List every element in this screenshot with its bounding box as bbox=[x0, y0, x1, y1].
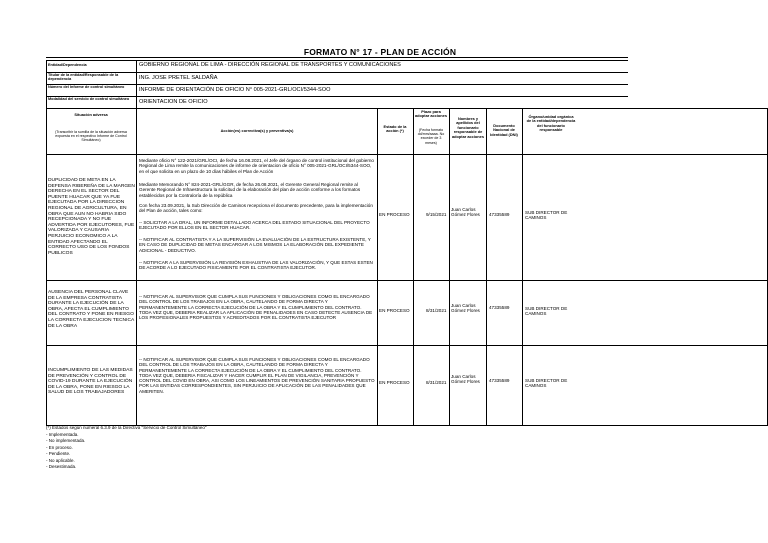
header-documento: Documento Nacional de Identidad (DNI) bbox=[490, 123, 518, 137]
row2-plazo: 8/31/2021 bbox=[426, 308, 447, 313]
row1-dni: 47335589 bbox=[489, 212, 510, 217]
footnotes bbox=[46, 425, 346, 471]
note-line: - No aplicable. bbox=[46, 457, 75, 463]
table-border bbox=[46, 345, 768, 346]
row1-accion-5: -- NOTIFICAR AL CONTRATISTA Y A LA SUPERVISIÓN LA EVALUACIÓN DE LA ESTRUCTURA EXISTENTE, Y EN CASO DE DUPLICIDAD DE METAS ENCARGAR A LOS MISMOS LA ELABORACIÓN DEL EXPEDIENTE ADICIONAL - DEDUCTIVO. bbox=[139, 237, 371, 253]
row1-plazo: 9/15/2021 bbox=[426, 212, 447, 217]
note-line: (*) Estados según numeral 6.3.9 de la Directiva "Servicio de Control Simultáneo" bbox=[46, 425, 207, 430]
info-label-informe: Número del Informe de control simultáneo bbox=[48, 85, 125, 89]
header-situacion: Situación adversa bbox=[74, 112, 108, 117]
row3-dni: 47335589 bbox=[489, 378, 510, 383]
row3-situacion: INCUMPLIMIENTO DE LAS MEDIDAS DE PREVENCIÓN Y CONTROL DE COVID-19 DURANTE LA EJECUCIÓN DE LA OBRA, PONE EN RIESGO LA SALUD DE LOS TRABAJADORES bbox=[48, 368, 133, 396]
header-acciones: Acción(es) correctiva(s) y preventiva(s) bbox=[220, 128, 294, 133]
row2-nombres: Juan Carlos Gómez Flores bbox=[451, 303, 480, 314]
header-organo: Órgano/unidad orgánica de la entidad/dependencia del funcionario responsable bbox=[526, 114, 576, 133]
table-border bbox=[46, 154, 768, 155]
divider bbox=[136, 60, 137, 108]
row1-accion-2: Mediante Memorando N° 824-2021-GRL/GGR, de fecha 26.08.2021, el Gerente General Regional remite al Gerente Regional de Infraestructura la solicitud de la elaboración del plan de acción conforme a los formatos establecidos por la Contraloría de la república bbox=[139, 182, 361, 198]
note-line: - Desestimada. bbox=[46, 464, 77, 469]
row1-accion-4: -- SOLICITAR A LA DRAL, UN INFORME DETALLADO ACERCA DEL ESTADO SITUACIONAL DEL PROYECTO EJECUTADO POR ELLOS EN EL SECTOR HUACAR. bbox=[139, 220, 370, 231]
row1-organo: SUB DIRECTOR DE CAMINOS bbox=[525, 210, 568, 221]
info-value-modalidad: ORIENTACION DE OFICIO bbox=[139, 99, 208, 105]
row1-accion-1: Mediante oficio N° 122-2021/GRL/OCI, de fecha 16.08.2021, el Jefe del órgano de control institucional del gobierno Regional de Lima remite la comunicaciones de informe de orientacion de oficio N° 005-2021-GRL/OCI/5344-SOO, en el que solicita en un plazo de 10 días hábiles el Plan de Acción bbox=[139, 158, 374, 174]
divider bbox=[46, 57, 628, 58]
divider bbox=[46, 60, 47, 108]
note-line: - En proceso. bbox=[46, 444, 73, 450]
info-label-entidad: Entidad/Dependencia bbox=[48, 63, 87, 67]
table-border bbox=[522, 108, 523, 425]
info-value-titular: ING. JOSE PRETEL SALDAÑA bbox=[139, 75, 218, 81]
row2-estado: EN PROCESO bbox=[379, 308, 410, 313]
row3-accion-1: -- NOTIFICAR AL SUPERVISOR QUE CUMPLA SUS FUNCIONES Y OBLIGACIONES COMO EL ENCARGADO DEL CONTROL DE LOS TRABAJOS EN LA OBRA, CAUTELANDO DE FORMA DIRECTA Y PERMANENTEMENTE LA CORRECTA EJECUCIÓN DE LA OBRA Y EL CUMPLIMIENTO DEL CONTRATO. TODA VEZ QUE, DEBERIA FISCALIZAR Y HACER CUMPLIR EL PLAN DE VIGILANCIA, PREVENCIÓN Y CONTROL DEL COVID EN OBRA, ASI COMO LOS LINEAMIENTOS DE PREVENCIÓN SANITARIA PROPUESTO POR LAS ENTIDAS CORRESPONDIENTES, SIN PERJUICIO DE APLICACIÓN DE LAS PENALIDADES QUE AMERITEN. bbox=[139, 357, 375, 394]
note-line: - Implementada. bbox=[46, 431, 79, 437]
info-label-modalidad: Modalidad del servicio de control simultáneo bbox=[48, 97, 130, 101]
row2-situacion: AUSENCIA DEL PERSONAL CLAVE DE LA EMPRESA CONTRATISTA DURANTE LA EJECUCIÓN DE LA OBRA, AFECTA EL CUMPLIMIENTO DEL CONTRATO Y PONE EN RIESGO LA CORRECTA EJECUCION TECNICA DE LA OBRA bbox=[48, 290, 134, 329]
header-situacion-note: (Transcribir la sumilla de la situación adversa expuesta en el respectivo Informe de Control Simultáneo) bbox=[55, 130, 127, 143]
note-line: - Pendiente. bbox=[46, 451, 71, 456]
row2-accion-1: -- NOTIFICAR AL SUPERVISOR QUE CUMPLA SUS FUNCIONES Y OBLIGACIONES COMO EL ENCARGADO DEL CONTROL DE LOS TRABAJOS EN LA OBRA, CAUTELANDO DE FORMA DIRECTA Y PERMANENTEMENTE LA CORRECTA EJECUCIÓN DE LA OBRA Y EL CUMPLIMIENTO DEL CONTRATO. TODA VEZ QUE, DEBERIA REALIZAR LA APLICACIÓN DE PENALIDADES EN CASO DETECTE AUSENCIA DE LOS PROFESIONALES PROPUESTOS Y ACREDITADOS POR EL CONTRATISTA EJECUTOR bbox=[139, 294, 373, 321]
table-border bbox=[46, 108, 47, 425]
table-border bbox=[46, 280, 768, 281]
row3-organo: SUB DIRECTOR DE CAMINOS bbox=[525, 378, 568, 389]
header-estado: Estado de la acción (*) bbox=[383, 124, 407, 134]
row1-accion-3: Con fecha 23.09.2021, la Sub Dirección de Caminos recepciona el documento precedente, para la implementación del Plan de acción, tales como: bbox=[139, 203, 373, 214]
info-value-informe: INFORME DE ORIENTACIÓN DE OFICIO N° 005-2021-GRL/OCI/5344-SOO bbox=[139, 87, 331, 93]
table-border bbox=[377, 108, 378, 425]
row1-accion-6: -- NOTIFICAR A LA SUPERVISIÓN LA REVISIÓN EXHAUSTIVA DE LAS VALORIZACIÓN, Y QUE ESTAS ESTEN DE ACORDE A LO EJECUTADO FISICAMENTE POR EL CONTRATISTA EJECUTOR. bbox=[139, 260, 373, 271]
table-border bbox=[486, 108, 487, 425]
row2-dni: 47335589 bbox=[489, 305, 510, 310]
table-border bbox=[46, 108, 768, 109]
header-nombres: Nombres y apellidos del funcionario responsable de adoptar acciones bbox=[451, 116, 484, 139]
table-border bbox=[413, 108, 414, 425]
row2-organo: SUB DIRECTOR DE CAMINOS bbox=[525, 306, 568, 317]
form-title: FORMATO N° 17 - PLAN DE ACCIÓN bbox=[303, 47, 457, 57]
row3-estado: EN PROCESO bbox=[379, 380, 410, 385]
row3-nombres: Juan Carlos Gómez Flores bbox=[451, 374, 480, 385]
row1-nombres: Juan Carlos Gómez Flores bbox=[451, 207, 480, 218]
header-plazo-note: (Fecha formato dd/mm/aaaa. No exceder de 3 meses) bbox=[417, 128, 445, 145]
divider bbox=[46, 60, 628, 61]
header-plazo: Plazo para adoptar acciones bbox=[415, 109, 448, 119]
info-value-entidad: GOBIERNO REGIONAL DE LIMA - DIRECCIÓN REGIONAL DE TRANSPORTES Y COMUNICACIONES bbox=[139, 62, 401, 68]
row1-estado: EN PROCESO bbox=[379, 212, 410, 217]
info-label-titular: Titular de la entidad/Responsable de la dependencia bbox=[48, 73, 119, 82]
row1-situacion: DUPLICIDAD DE META EN LA DEFENSA RIBEREÑA DE LA MARGEN DERECHA EN EL SECTOR DEL PUENTE HUACAR QUE YA FUE EJECUTADA POR LA DIRECCION REGIONAL DE AGRICULTURA, EN OBRA QUE AUN NO HABRIA SIDO RECEPCIONADA Y NO FUE ADVERTIDA POR EJECUTORES, FUE VALORIZADA Y CAUSARIA PERJUICIO ECONOMICO A LA ENTIDAD AFECTANDO EL CORRECTO USO DE LOS FONDOS PUBLICOS bbox=[48, 178, 135, 256]
note-line: - No implementada. bbox=[46, 438, 86, 443]
table-border bbox=[449, 108, 450, 425]
row3-plazo: 8/31/2021 bbox=[426, 380, 447, 385]
table-border bbox=[136, 108, 137, 425]
